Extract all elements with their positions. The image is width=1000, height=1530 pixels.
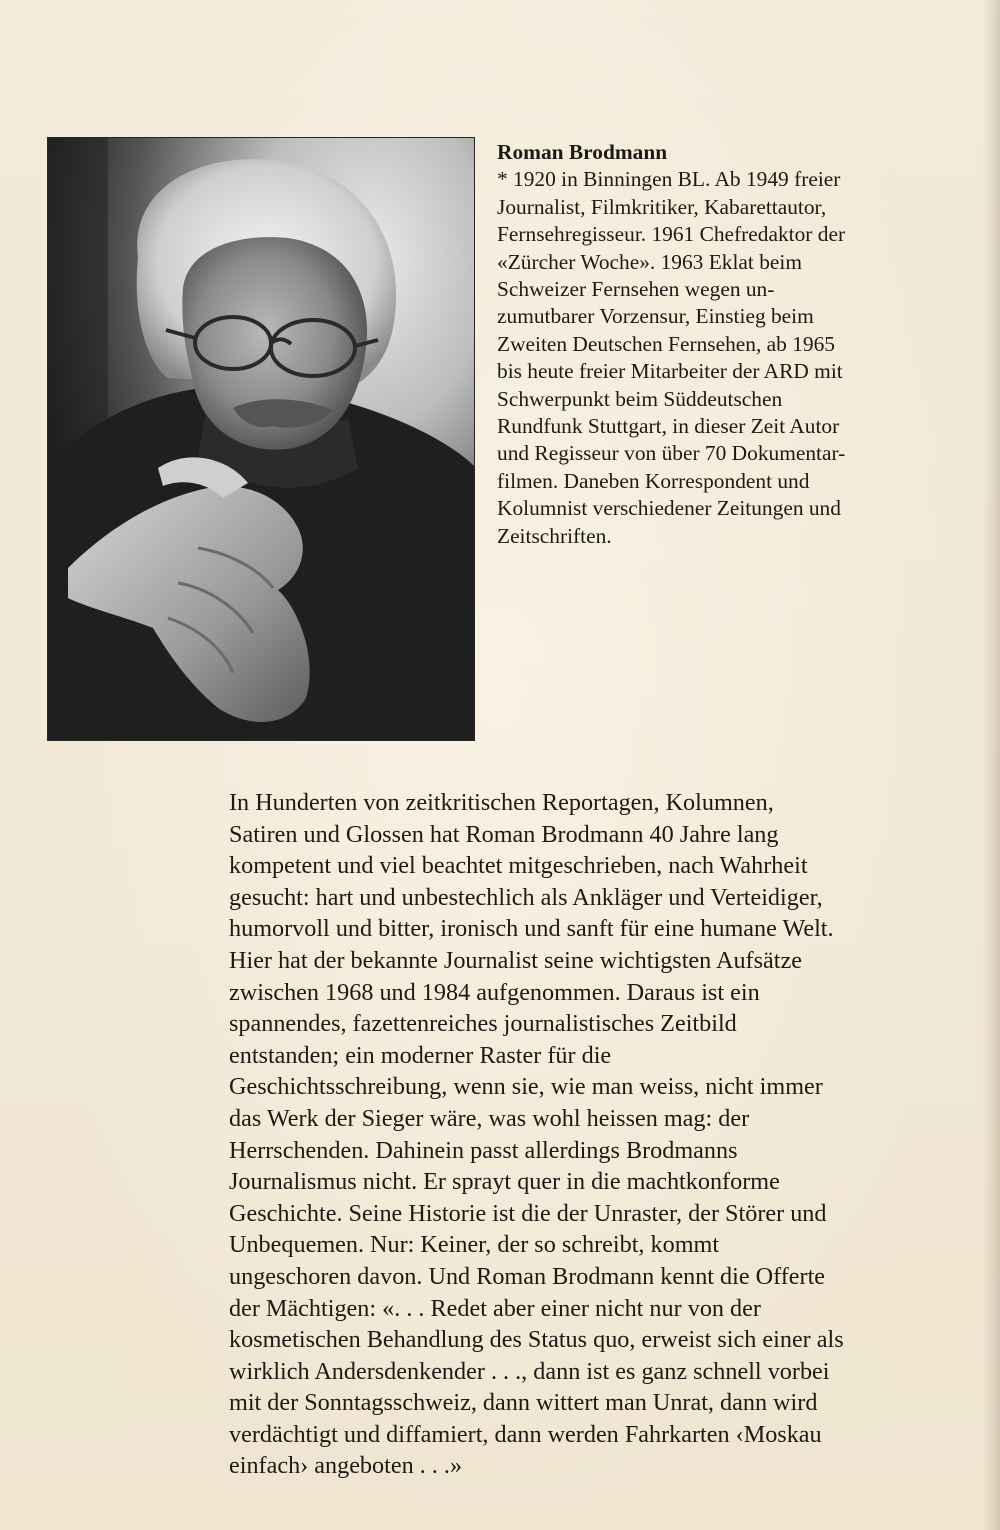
blurb-line: Journalismus nicht. Er sprayt quer in die machtkonforme [229,1168,780,1196]
bio-line: filmen. Daneben Korrespondent und [497,468,810,493]
book-blurb [229,787,949,1482]
blurb-line: Unbequemen. Nur: Keiner, der so schreibt, kommt [229,1231,720,1259]
bio-line: Kolumnist verschiedener Zeitungen und [497,496,841,521]
bio-line: Fernsehregisseur. 1961 Chefredaktor der [497,222,846,247]
blurb-line: entstanden; ein moderner Raster für die [229,1041,612,1069]
bio-line: Schweizer Fernsehen wegen un- [497,277,775,302]
blurb-line: kompetent und viel beachtet mitgeschrieben, nach Wahrheit [229,852,808,880]
blurb-line: Satiren und Glossen hat Roman Brodmann 40 Jahre lang [229,820,779,848]
blurb-line: wirklich Andersdenkender . . ., dann ist es ganz schnell vorbei [229,1357,830,1385]
author-biography [497,139,927,550]
bio-line: Zeitschriften. [497,523,612,548]
bio-line: Schwerpunkt beim Süddeutschen [497,386,783,411]
bio-line: Zweiten Deutschen Fernsehen, ab 1965 [497,331,835,356]
bio-line: bis heute freier Mitarbeiter der ARD mit [497,359,843,384]
author-portrait-image [48,138,475,741]
blurb-line: mit der Sonntagsschweiz, dann wittert man Unrat, dann wird [229,1389,818,1417]
blurb-line: Hier hat der bekannte Journalist seine wichtigsten Aufsätze [229,946,802,974]
blurb-line: Herrschenden. Dahinein passt allerdings Brodmanns [229,1136,738,1164]
bio-line: zumutbarer Vorzensur, Einstieg beim [497,304,814,329]
blurb-line: einfach› angeboten . . .» [229,1452,463,1480]
author-portrait [47,137,475,741]
blurb-line: der Mächtigen: «. . . Redet aber einer nicht nur von der [229,1294,761,1322]
bio-line: Journalist, Filmkritiker, Kabarettautor, [497,194,827,219]
blurb-line: zwischen 1968 und 1984 aufgenommen. Daraus ist ein [229,978,760,1006]
blurb-line: ungeschoren davon. Und Roman Brodmann kennt die Offerte [229,1262,826,1290]
blurb-line: kosmetischen Behandlung des Status quo, erweist sich einer als [229,1326,844,1354]
bio-line: Rundfunk Stuttgart, in dieser Zeit Autor [497,414,840,439]
bio-line: «Zürcher Woche». 1963 Eklat beim [497,249,802,274]
blurb-line: spannendes, fazettenreiches journalistisches Zeitbild [229,1010,737,1038]
cover-edge-shadow [982,0,1000,1530]
blurb-line: Geschichtsschreibung, wenn sie, wie man weiss, nicht immer [229,1073,823,1101]
blurb-line: verdächtigt und diffamiert, dann werden Fahrkarten ‹Moskau [229,1420,822,1448]
bio-line: und Regisseur von über 70 Dokumentar- [497,441,846,466]
blurb-line: humorvoll und bitter, ironisch und sanft für eine humane Welt. [229,915,834,943]
blurb-line: Geschichte. Seine Historie ist die der Unraster, der Störer und [229,1199,827,1227]
blurb-line: In Hunderten von zeitkritischen Reportagen, Kolumnen, [229,789,774,816]
author-name: Roman Brodmann [497,140,668,164]
blurb-line: gesucht: hart und unbestechlich als Ankläger und Verteidiger, [229,883,823,911]
blurb-line: das Werk der Sieger wäre, was wohl heissen mag: der [229,1104,750,1132]
bio-line: * 1920 in Binningen BL. Ab 1949 freier [497,167,841,192]
